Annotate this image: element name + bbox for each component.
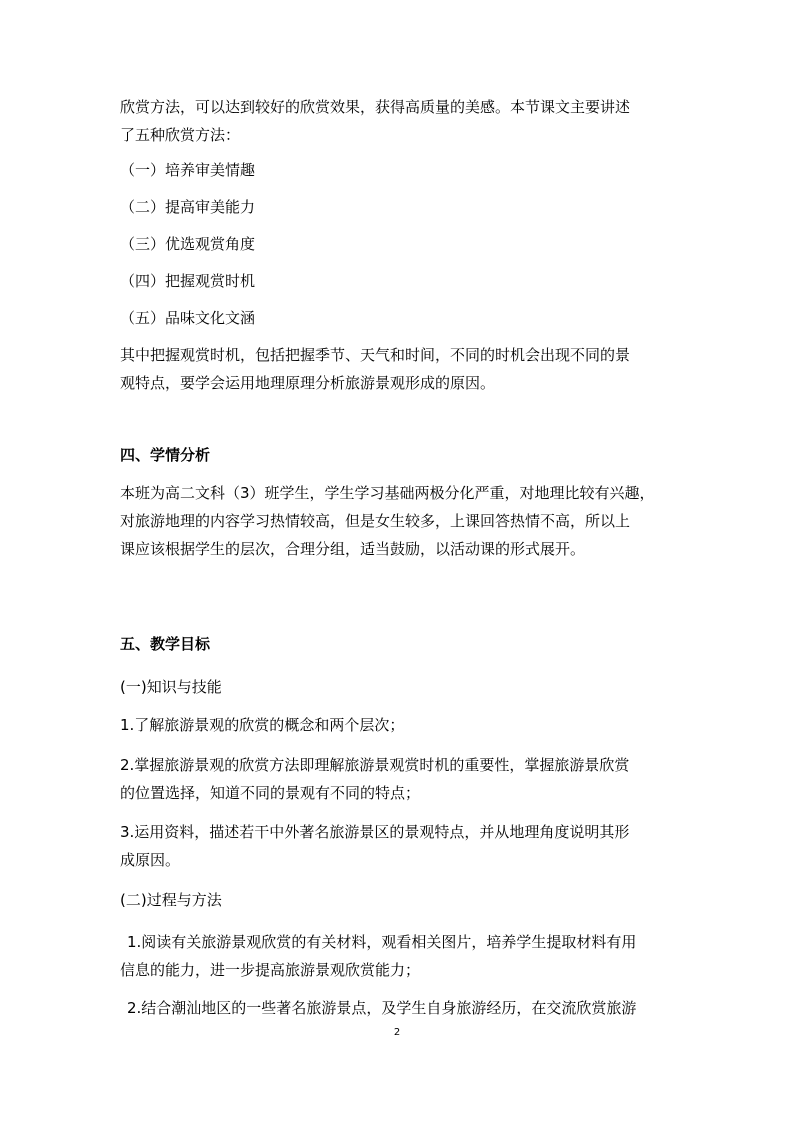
paragraph-line: 信息的能力，进一步提高旅游景观欣赏能力；: [120, 961, 421, 979]
paragraph-line: 3.运用资料，描述若干中外著名旅游景区的景观特点，并从地理角度说明其形: [120, 823, 630, 841]
paragraph-line: 2.掌握旅游景观的欣赏方法即理解旅游景观赏时机的重要性，掌握旅游景欣赏: [120, 756, 630, 774]
paragraph-line: 了五种欣赏方法：: [120, 126, 241, 144]
paragraph-line: 成原因。: [120, 851, 181, 869]
paragraph-line: 欣赏方法，可以达到较好的欣赏效果，获得高质量的美感。本节课文主要讲述: [120, 98, 631, 116]
paragraph-line: 2.结合潮汕地区的一些著名旅游景点，及学生自身旅游经历，在交流欣赏旅游: [127, 999, 637, 1017]
method-list-item: （三）优选观赏角度: [120, 235, 256, 253]
section-heading: 五、教学目标: [120, 635, 211, 653]
method-list-item: （四）把握观赏时机: [120, 272, 256, 290]
paragraph-line: 本班为高二文科（3）班学生，学生学习基础两极分化严重，对地理比较有兴趣，: [120, 484, 655, 502]
paragraph-line: 对旅游地理的内容学习热情较高，但是女生较多，上课回答热情不高，所以上: [120, 512, 631, 530]
paragraph-line: 观特点，要学会运用地理原理分析旅游景观形成的原因。: [120, 374, 496, 392]
paragraph-line: 1.阅读有关旅游景观欣赏的有关材料，观看相关图片，培养学生提取材料有用: [127, 933, 637, 951]
method-list-item: （二）提高审美能力: [120, 198, 256, 216]
paragraph-line: 1.了解旅游景观的欣赏的概念和两个层次；: [120, 716, 405, 734]
section-heading: 四、学情分析: [120, 446, 211, 464]
paragraph-line: 的位置选择，知道不同的景观有不同的特点；: [120, 784, 421, 802]
paragraph-line: 课应该根据学生的层次，合理分组，适当鼓励，以活动课的形式展开。: [120, 540, 586, 558]
page-number: 2: [393, 1027, 401, 1038]
subsection-heading: (二)过程与方法: [120, 891, 222, 909]
method-list-item: （五）品味文化文涵: [120, 309, 256, 327]
subsection-heading: (一)知识与技能: [120, 678, 222, 696]
method-list-item: （一）培养审美情趣: [120, 161, 256, 179]
paragraph-line: 其中把握观赏时机，包括把握季节、天气和时间，不同的时机会出现不同的景: [120, 346, 631, 364]
